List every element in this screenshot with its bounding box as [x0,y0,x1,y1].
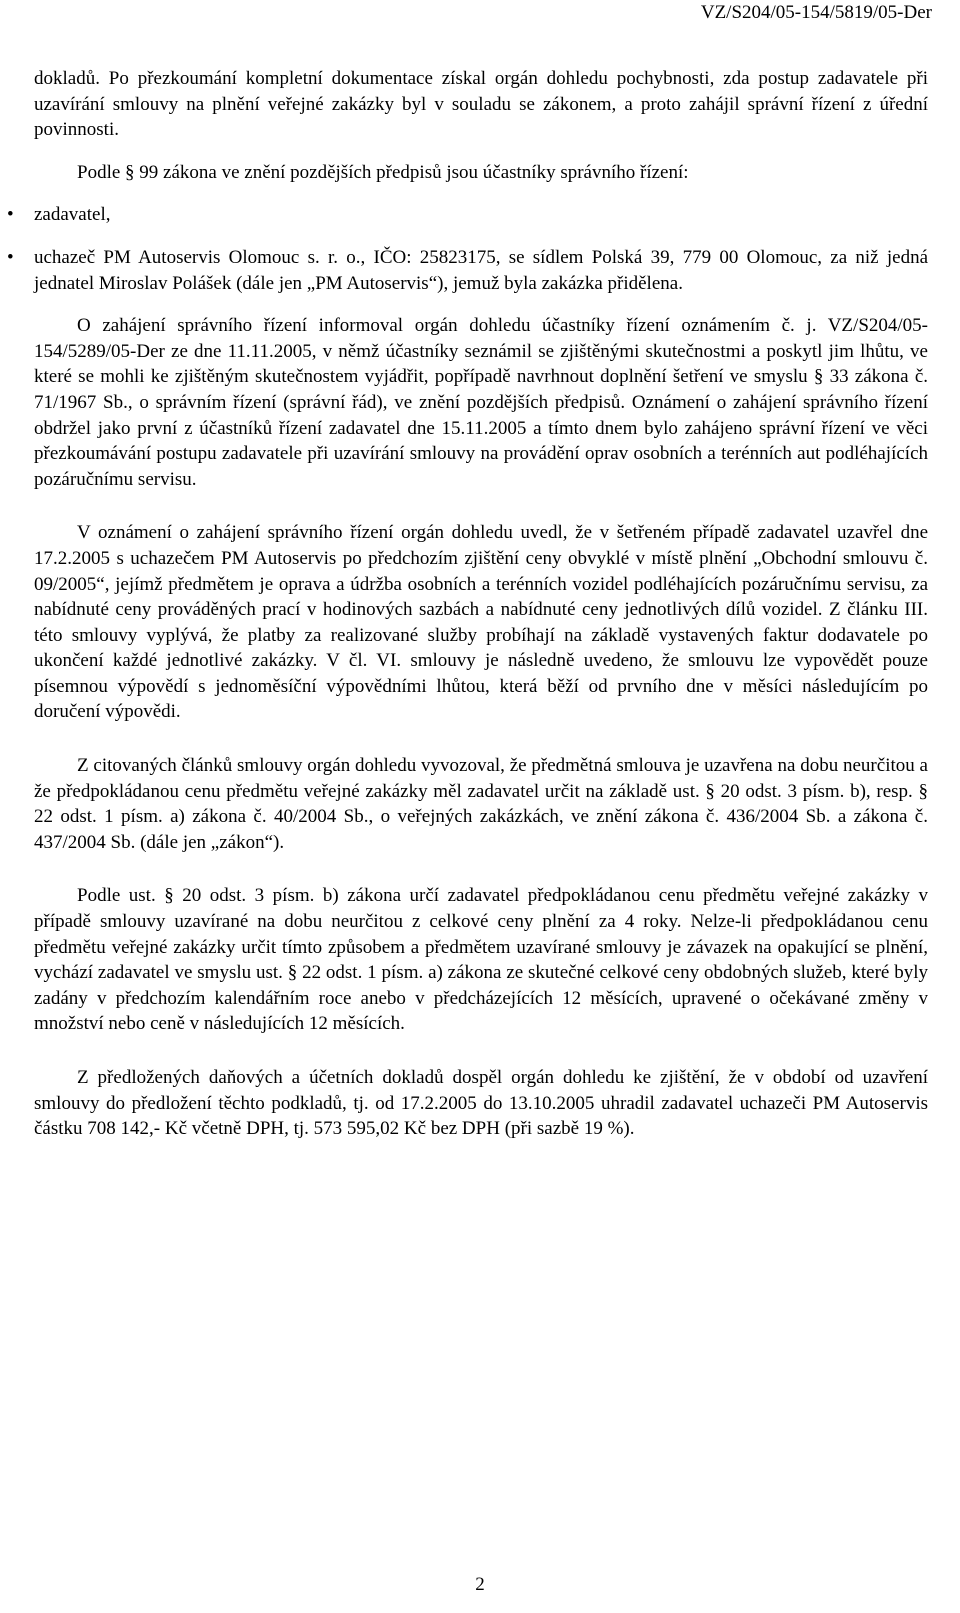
paragraph-contract-description: V oznámení o zahájení správního řízení orgán dohledu uvedl, že v šetřeném případě zadavatel uzavřel dne 17.2.2005 s uchazečem PM Autoservis po předchozím zjištění ceny obvyklé v místě plnění „Obchodní smlouvu č. 09/2005“, jejímž předmětem je oprava a údržba osobních a terénních vozidel podléhajících pozáručnímu servisu, za nabídnuté ceny prováděných prací v hodinových sazbách a nabídnuté ceny jednotlivých dílů vozidel. Z článku III. této smlouvy vyplývá, že platby za realizované služby probíhají na základě vystavených faktur dodavatele po ukončení každé jednotlivé zakázky. V čl. VI. smlouvy je následně uvedeno, že smlouvu lze vypovědět pouze písemnou výpovědí s jednoměsíční výpovědními lhůtou, která běží od prvního dne v měsíci následujícím po doručení výpovědi. [34,522,928,723]
page-number: 2 [475,1574,485,1595]
paragraph-intro: dokladů. Po přezkoumání kompletní dokumentace získal orgán dohledu pochybnosti, zda postup zadavatele při uzavírání smlouvy na plnění veřejné zakázky byl v souladu se zákonem, a proto zahájil správní řízení z úřední povinnosti. [34,68,928,141]
document-reference-number: VZ/S204/05-154/5819/05-Der [700,2,932,23]
paragraph-participants-heading: Podle § 99 zákona ve znění pozdějších předpisů jsou účastníky správního řízení: [77,161,689,183]
bullet-icon: • [7,246,14,268]
bullet-icon: • [7,204,14,226]
participant-text: zadavatel, [34,204,111,226]
participant-text: uchazeč PM Autoservis Olomouc s. r. o., IČO: 25823175, se sídlem Polská 39, 779 00 Olomouc, za niž jedná jednatel Miroslav Polášek (dále jen „PM Autoservis“), jemuž byla zakázka přidělena. [34,246,928,294]
participants-list [7,202,928,296]
participant-item-contracting-authority [7,202,928,228]
paragraph-payment-findings: Z předložených daňových a účetních dokladů dospěl orgán dohledu ke zjištění, že v období od uzavření smlouvy do předložení těchto podkladů, tj. od 17.2.2005 do 13.10.2005 uhradil zadavatel uchazeči PM Autoservis částku 708 142,- Kč včetně DPH, tj. 573 595,02 Kč bez DPH (při sazbě 19 %). [34,1067,928,1140]
participant-item-bidder [7,245,928,296]
paragraph-proceedings-notice: O zahájení správního řízení informoval orgán dohledu účastníky řízení oznámením č. j. VZ/S204/05-154/5289/05-Der ze dne 11.11.2005, v němž účastníky seznámil se zjištěnými skutečnostmi a poskytl jim lhůtu, ve které se mohli ke zjištěným skutečnostem vyjádřit, popřípadě navrhnout doplnění šetření ve smyslu § 33 zákona č. 71/1967 Sb., o správním řízení (správní řád), ve znění pozdějších předpisů. Oznámení o zahájení správního řízení obdržel jako první z účastníků řízení zadavatel dne 15.11.2005 a tímto dnem bylo zahájeno správní řízení ve věci přezkoumávání postupu zadavatele při uzavírání smlouvy na provádění oprav osobních a terénních aut podléhajících pozáručnímu servisu. [34,315,928,490]
document-body [7,66,928,1142]
paragraph-legal-provision: Podle ust. § 20 odst. 3 písm. b) zákona určí zadavatel předpokládanou cenu předmětu veřejné zakázky v případě smlouvy uzavírané na dobu neurčitou z celkové ceny plnění za 4 roky. Nelze-li předpokládanou cenu předmětu veřejné zakázky určit tímto způsobem a předmětem uzavírané smlouvy je závazek na opakující se plnění, vychází zadavatel ve smyslu ust. § 22 odst. 1 písm. a) zákona ze skutečné celkové ceny obdobných služeb, které byly zadány v předchozím kalendářním roce anebo v předcházejících 12 měsících, upravené o očekávané změny v množství nebo ceně v následujících 12 měsících. [34,885,928,1035]
paragraph-conclusion-indefinite-term: Z citovaných článků smlouvy orgán dohledu vyvozoval, že předmětná smlouva je uzavřena na dobu neurčitou a že předpokládanou cenu předmětu veřejné zakázky měl zadavatel určit na základě ust. § 20 odst. 3 písm. b), resp. § 22 odst. 1 písm. a) zákona č. 40/2004 Sb., o veřejných zakázkách, ve znění zákona č. 436/2004 Sb. a zákona č. 437/2004 Sb. (dále jen „zákon“). [34,755,928,853]
